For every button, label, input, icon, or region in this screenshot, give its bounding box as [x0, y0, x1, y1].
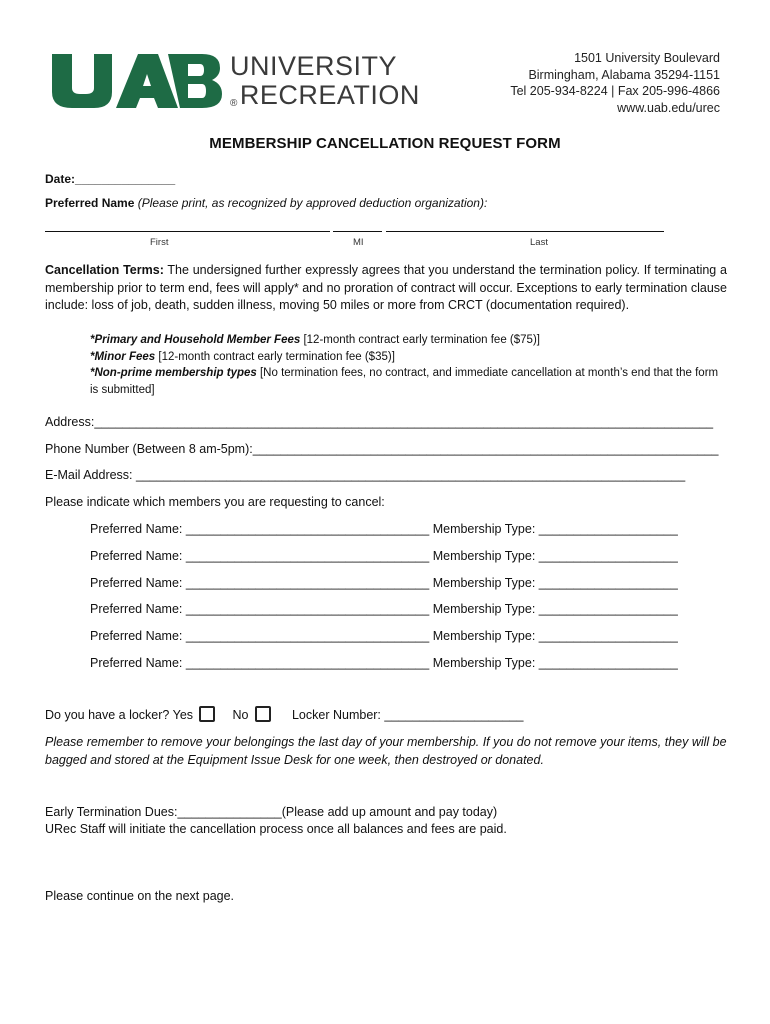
locker-number-blank[interactable]: ____________________: [384, 708, 524, 722]
member-name-blank[interactable]: ___________________________________: [185, 549, 430, 563]
membership-type-label: Membership Type:: [432, 629, 536, 643]
membership-type-label: Membership Type:: [432, 576, 536, 590]
logo-wordmark: [230, 52, 420, 118]
fee-label: *Non-prime membership types: [90, 367, 257, 379]
member-row[interactable]: [90, 522, 678, 536]
member-name-blank[interactable]: ___________________________________: [185, 576, 430, 590]
address-field[interactable]: [45, 415, 713, 429]
fee-item-non-prime: [90, 365, 728, 398]
form-title: MEMBERSHIP CANCELLATION REQUEST FORM: [209, 135, 561, 152]
membership-type-label: Membership Type:: [432, 602, 536, 616]
member-row[interactable]: [90, 576, 678, 590]
logo-recreation-text: RECREATION: [239, 80, 420, 110]
last-name-caption: Last: [530, 237, 548, 248]
phone-field[interactable]: [45, 442, 719, 456]
staff-note: URec Staff will initiate the cancellation process once all balances and fees are paid.: [45, 822, 507, 836]
fee-text: [No termination fees, no contract, and immediate cancellation at month’s end that the form is submitted]: [90, 367, 719, 396]
early-termination-dues[interactable]: [45, 805, 497, 819]
email-blank[interactable]: _______________________________________________________________________________: [136, 468, 686, 482]
member-name-label: Preferred Name:: [90, 522, 183, 536]
locker-row: [45, 706, 523, 722]
membership-type-label: Membership Type:: [432, 522, 536, 536]
member-name-blank[interactable]: ___________________________________: [185, 602, 430, 616]
fee-item-primary: [90, 332, 728, 349]
membership-type-blank[interactable]: ____________________: [538, 629, 678, 643]
member-name-blank[interactable]: ___________________________________: [185, 522, 430, 536]
member-row[interactable]: [90, 549, 678, 563]
uab-logo-mark-icon: [50, 52, 222, 110]
fee-label: *Primary and Household Member Fees: [90, 334, 301, 346]
membership-type-label: Membership Type:: [432, 549, 536, 563]
fee-item-minor: [90, 349, 728, 366]
member-name-label: Preferred Name:: [90, 629, 183, 643]
address-blank[interactable]: _________________________________________________________________________________________: [94, 415, 714, 429]
member-name-blank[interactable]: ___________________________________: [185, 656, 430, 670]
membership-type-blank[interactable]: ____________________: [538, 602, 678, 616]
first-name-caption: First: [150, 237, 169, 248]
address-line-1: 1501 University Boulevard: [574, 51, 720, 65]
contact-block: [510, 50, 720, 116]
website-link[interactable]: www.uab.edu/urec: [617, 100, 720, 115]
uab-recreation-logo: [50, 52, 426, 112]
terms-label: Cancellation Terms:: [45, 263, 164, 277]
address-label: Address:: [45, 415, 95, 429]
membership-type-blank[interactable]: ____________________: [538, 576, 678, 590]
preferred-name-heading: [45, 196, 487, 210]
membership-type-label: Membership Type:: [432, 656, 536, 670]
mi-line[interactable]: [333, 231, 382, 232]
locker-question: Do you have a locker? Yes: [45, 708, 194, 722]
first-name-line[interactable]: [45, 231, 330, 232]
preferred-name-hint: (Please print, as recognized by approved deduction organization):: [137, 196, 488, 210]
phone-fax-line: Tel 205-934-8224 | Fax 205-996-4866: [510, 84, 720, 98]
logo-line-university: UNIVERSITY: [230, 51, 398, 81]
date-blank[interactable]: _______________: [75, 172, 176, 186]
cancellation-terms: [45, 262, 727, 315]
locker-no-checkbox[interactable]: [255, 706, 271, 722]
member-row[interactable]: [90, 629, 678, 643]
dues-hint: (Please add up amount and pay today): [281, 805, 498, 819]
member-name-blank[interactable]: ___________________________________: [185, 629, 430, 643]
continue-note: Please continue on the next page.: [45, 889, 235, 903]
member-name-label: Preferred Name:: [90, 576, 183, 590]
membership-type-blank[interactable]: ____________________: [538, 656, 678, 670]
last-name-line[interactable]: [386, 231, 664, 232]
fee-label: *Minor Fees: [90, 350, 156, 363]
locker-no-label: No: [232, 708, 249, 722]
membership-type-blank[interactable]: ____________________: [538, 522, 678, 536]
member-name-label: Preferred Name:: [90, 602, 183, 616]
locker-number-label: Locker Number:: [291, 708, 381, 722]
locker-yes-checkbox[interactable]: [199, 706, 215, 722]
members-prompt: Please indicate which members you are requesting to cancel:: [45, 495, 385, 509]
email-label: E-Mail Address:: [45, 468, 133, 482]
registered-mark: ®: [230, 98, 238, 109]
member-name-label: Preferred Name:: [90, 549, 183, 563]
phone-label: Phone Number (Between 8 am-5pm):: [45, 442, 253, 456]
fee-text: [12-month contract early termination fee ($75)]: [300, 334, 540, 346]
member-name-label: Preferred Name:: [90, 656, 183, 670]
dues-label: Early Termination Dues:: [45, 805, 178, 819]
logo-line-recreation: [230, 81, 420, 118]
date-field[interactable]: [45, 172, 175, 186]
belongings-note: Please remember to remove your belongings the last day of your membership. If you do not remove your items, they will be bagged and stored at the Equipment Issue Desk for one week, then destroyed or donated.: [45, 735, 727, 767]
fee-text: [12-month contract early termination fee ($35)]: [155, 350, 395, 363]
mi-caption: MI: [353, 237, 364, 248]
preferred-name-label: Preferred Name: [45, 196, 135, 210]
email-field[interactable]: [45, 468, 685, 482]
fee-list: [90, 332, 728, 398]
date-label: Date:: [45, 172, 76, 186]
address-line-2: Birmingham, Alabama 35294-1151: [528, 67, 720, 82]
member-row[interactable]: [90, 656, 678, 670]
phone-blank[interactable]: ___________________________________________________________________: [252, 442, 719, 456]
membership-type-blank[interactable]: ____________________: [538, 549, 678, 563]
terms-text: The undersigned further expressly agrees that you understand the termination policy. If terminating a membership prior to term end, fees will apply* and no proration of contract will occur. Exceptions to early termination clause include: loss of job, death, sudden illness, moving 50 miles or more from CRCT (documentation required).: [45, 263, 727, 312]
member-row[interactable]: [90, 602, 678, 616]
dues-blank[interactable]: _______________: [177, 805, 282, 819]
